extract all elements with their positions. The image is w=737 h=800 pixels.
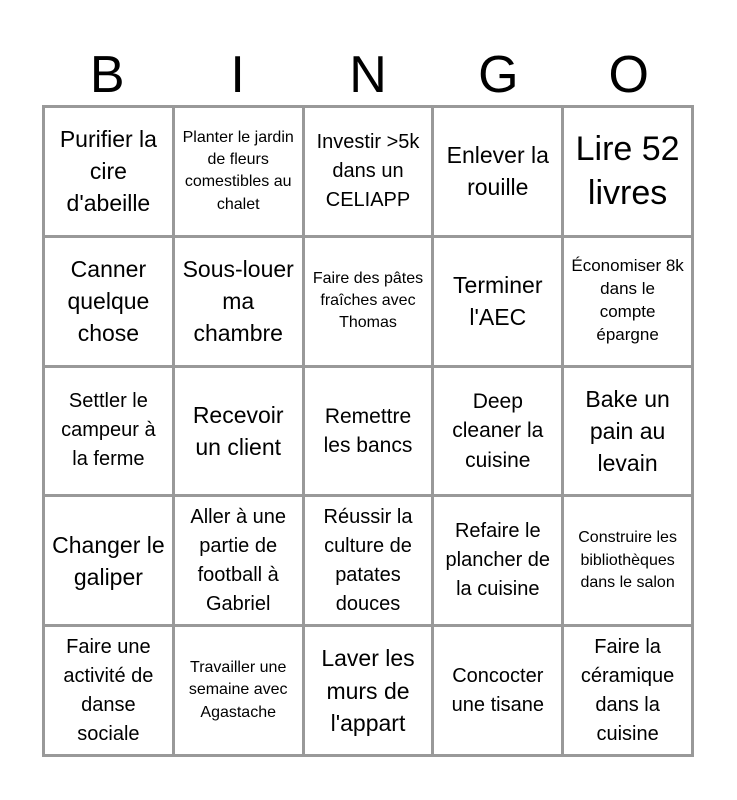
- cell-label: Investir >5k dans un CELIAPP: [316, 130, 420, 211]
- bingo-cell[interactable]: [564, 368, 691, 495]
- bingo-cell[interactable]: [305, 238, 432, 365]
- cell-label: Recevoir un client: [192, 401, 284, 460]
- bingo-cell[interactable]: [564, 627, 691, 754]
- header-letter-n: N: [349, 46, 387, 104]
- bingo-header: [42, 44, 694, 106]
- cell-label: Planter le jardin de fleurs comestibles au chalet: [182, 128, 294, 213]
- bingo-cell[interactable]: [564, 497, 691, 624]
- cell-label: Faire la céramique dans la cuisine: [580, 635, 675, 745]
- bingo-cell[interactable]: [175, 368, 302, 495]
- cell-label: Changer le galiper: [52, 531, 165, 590]
- cell-label: Settler le campeur à la ferme: [61, 390, 156, 471]
- cell-label: Construire les bibliothèques dans le salon: [578, 529, 677, 591]
- header-letter-o: O: [608, 46, 649, 104]
- cell-label: Purifier la cire d'abeille: [59, 126, 157, 217]
- bingo-cell[interactable]: [175, 238, 302, 365]
- cell-label: Terminer l'AEC: [453, 272, 543, 331]
- cell-label: Aller à une partie de football à Gabriel: [190, 505, 286, 615]
- bingo-cell[interactable]: [175, 497, 302, 624]
- bingo-cell[interactable]: [45, 368, 172, 495]
- cell-label: Sous-louer ma chambre: [182, 255, 294, 347]
- bingo-cell[interactable]: [434, 368, 561, 495]
- bingo-cell[interactable]: [175, 108, 302, 235]
- cell-label: Concocter une tisane: [451, 664, 544, 716]
- bingo-cell[interactable]: [305, 627, 432, 754]
- cell-label: Lire 52 livres: [575, 130, 680, 213]
- cell-label: Travailler une semaine avec Agastache: [188, 659, 288, 721]
- cell-label: Remettre les bancs: [323, 404, 413, 457]
- bingo-cell[interactable]: [305, 497, 432, 624]
- bingo-cell[interactable]: [305, 368, 432, 495]
- cell-label: Réussir la culture de patates douces: [323, 505, 413, 615]
- cell-label: Économiser 8k dans le compte épargne: [571, 256, 684, 345]
- cell-label: Faire une activité de danse sociale: [63, 635, 154, 745]
- bingo-cell[interactable]: [45, 497, 172, 624]
- bingo-cell[interactable]: [564, 238, 691, 365]
- cell-label: Refaire le plancher de la cuisine: [445, 520, 551, 601]
- bingo-board: [42, 105, 694, 757]
- cell-label: Enlever la rouille: [446, 142, 549, 201]
- header-letter-i: I: [230, 46, 245, 104]
- bingo-cell[interactable]: [434, 497, 561, 624]
- header-letter-g: G: [478, 46, 519, 104]
- cell-label: Deep cleaner la cuisine: [452, 389, 544, 472]
- bingo-cell[interactable]: [434, 627, 561, 754]
- cell-label: Bake un pain au levain: [585, 385, 670, 477]
- bingo-cell[interactable]: [175, 627, 302, 754]
- bingo-cell[interactable]: [434, 238, 561, 365]
- cell-label: Canner quelque chose: [67, 255, 150, 347]
- bingo-cell[interactable]: [45, 108, 172, 235]
- header-letter-b: B: [89, 46, 125, 104]
- bingo-cell[interactable]: [434, 108, 561, 235]
- bingo-cell[interactable]: [45, 238, 172, 365]
- bingo-cell[interactable]: [45, 627, 172, 754]
- cell-label: Faire des pâtes fraîches avec Thomas: [312, 269, 424, 332]
- bingo-cell[interactable]: [564, 108, 691, 235]
- bingo-cell[interactable]: [305, 108, 432, 235]
- cell-label: Laver les murs de l'appart: [321, 645, 415, 736]
